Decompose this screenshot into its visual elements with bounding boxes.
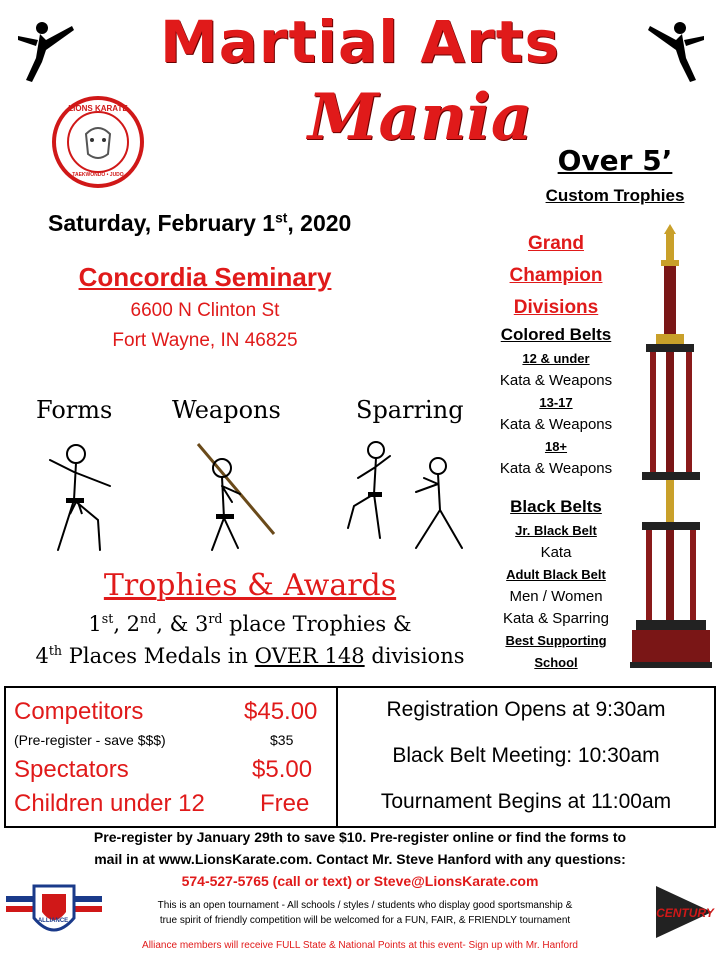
prereg-price: $35 xyxy=(270,732,294,748)
grand-champion-heading: Grand Champion Divisions xyxy=(509,233,603,318)
spectators-label: Spectators xyxy=(14,756,129,783)
prereg-label: (Pre-register - save $$$) xyxy=(14,732,166,748)
venue-address-line2: Fort Wayne, IN 46825 xyxy=(112,330,298,351)
awards-line-1: 1st, 2nd, & 3rd place Trophies & xyxy=(88,611,412,636)
preregister-note: Pre-register by January 29th to save $10. Pre-register online or find the forms to mail in at www.LionsKarate.com. Contact Mr. Steve Hanford with any questions: 574-527-5765 (call or text) or Steve@LionsKarate.com xyxy=(93,829,627,889)
children-price: Free xyxy=(260,790,310,817)
alliance-points-note: Alliance members will receive FULL State & National Points at this event- Sign up with Mr. Hanford xyxy=(142,940,578,951)
trophy-headline: Over 5’ xyxy=(557,144,673,177)
logo-ring-text: TAEKWONDO • JUDO xyxy=(72,172,124,178)
weapons-figure-illustration xyxy=(188,440,288,560)
venue-name: Concordia Seminary xyxy=(78,262,332,292)
lions-karate-logo xyxy=(52,96,144,188)
logo-text: LIONS KARATE xyxy=(68,104,128,113)
venue-address-line1: 6600 N Clinton St xyxy=(130,300,280,321)
forms-figure-illustration xyxy=(40,440,130,560)
awards-title: Trophies & Awards xyxy=(103,568,397,603)
awards-line-2: 4th Places Medals in OVER 148 divisions xyxy=(35,643,465,668)
black-belts-section: Black Belts Jr. Black Belt Kata Adult Black Belt Men / Women Kata & Sparring Best Supporting School xyxy=(503,497,609,670)
century-logo-text: CENTURY xyxy=(656,906,714,920)
competitors-label: Competitors xyxy=(14,698,144,725)
schedule-registration: Registration Opens at 9:30am xyxy=(386,698,666,721)
colored-belts-section: Colored Belts 12 & under Kata & Weapons 13-17 Kata & Weapons 18+ Kata & Weapons xyxy=(499,325,613,477)
trophy-subline: Custom Trophies xyxy=(545,186,685,205)
alliance-logo xyxy=(6,884,102,944)
info-box-divider xyxy=(336,686,338,828)
category-weapons: Weapons xyxy=(172,396,281,424)
alliance-logo-text: ALLIANCE xyxy=(37,918,69,924)
sparring-figures-illustration xyxy=(340,438,480,558)
tall-trophy-illustration xyxy=(628,222,714,670)
children-label: Children under 12 xyxy=(14,790,205,817)
open-tournament-note: This is an open tournament - All schools / styles / students who display good sportsmanship & true spirit of friendly competition will be welcomed for a FUN, FAIR, & FRIENDLY tournament xyxy=(157,900,573,926)
category-forms: Forms xyxy=(36,396,113,424)
title-line-2: Mania xyxy=(307,80,533,155)
schedule-tournament-start: Tournament Begins at 11:00am xyxy=(380,790,672,813)
schedule-blackbelt-meeting: Black Belt Meeting: 10:30am xyxy=(392,744,660,767)
competitors-price: $45.00 xyxy=(244,698,318,725)
title-line-1: Martial Arts xyxy=(159,8,561,76)
spectators-price: $5.00 xyxy=(252,756,313,783)
category-sparring: Sparring xyxy=(356,396,464,424)
event-date: Saturday, February 1st, 2020 xyxy=(48,210,352,236)
